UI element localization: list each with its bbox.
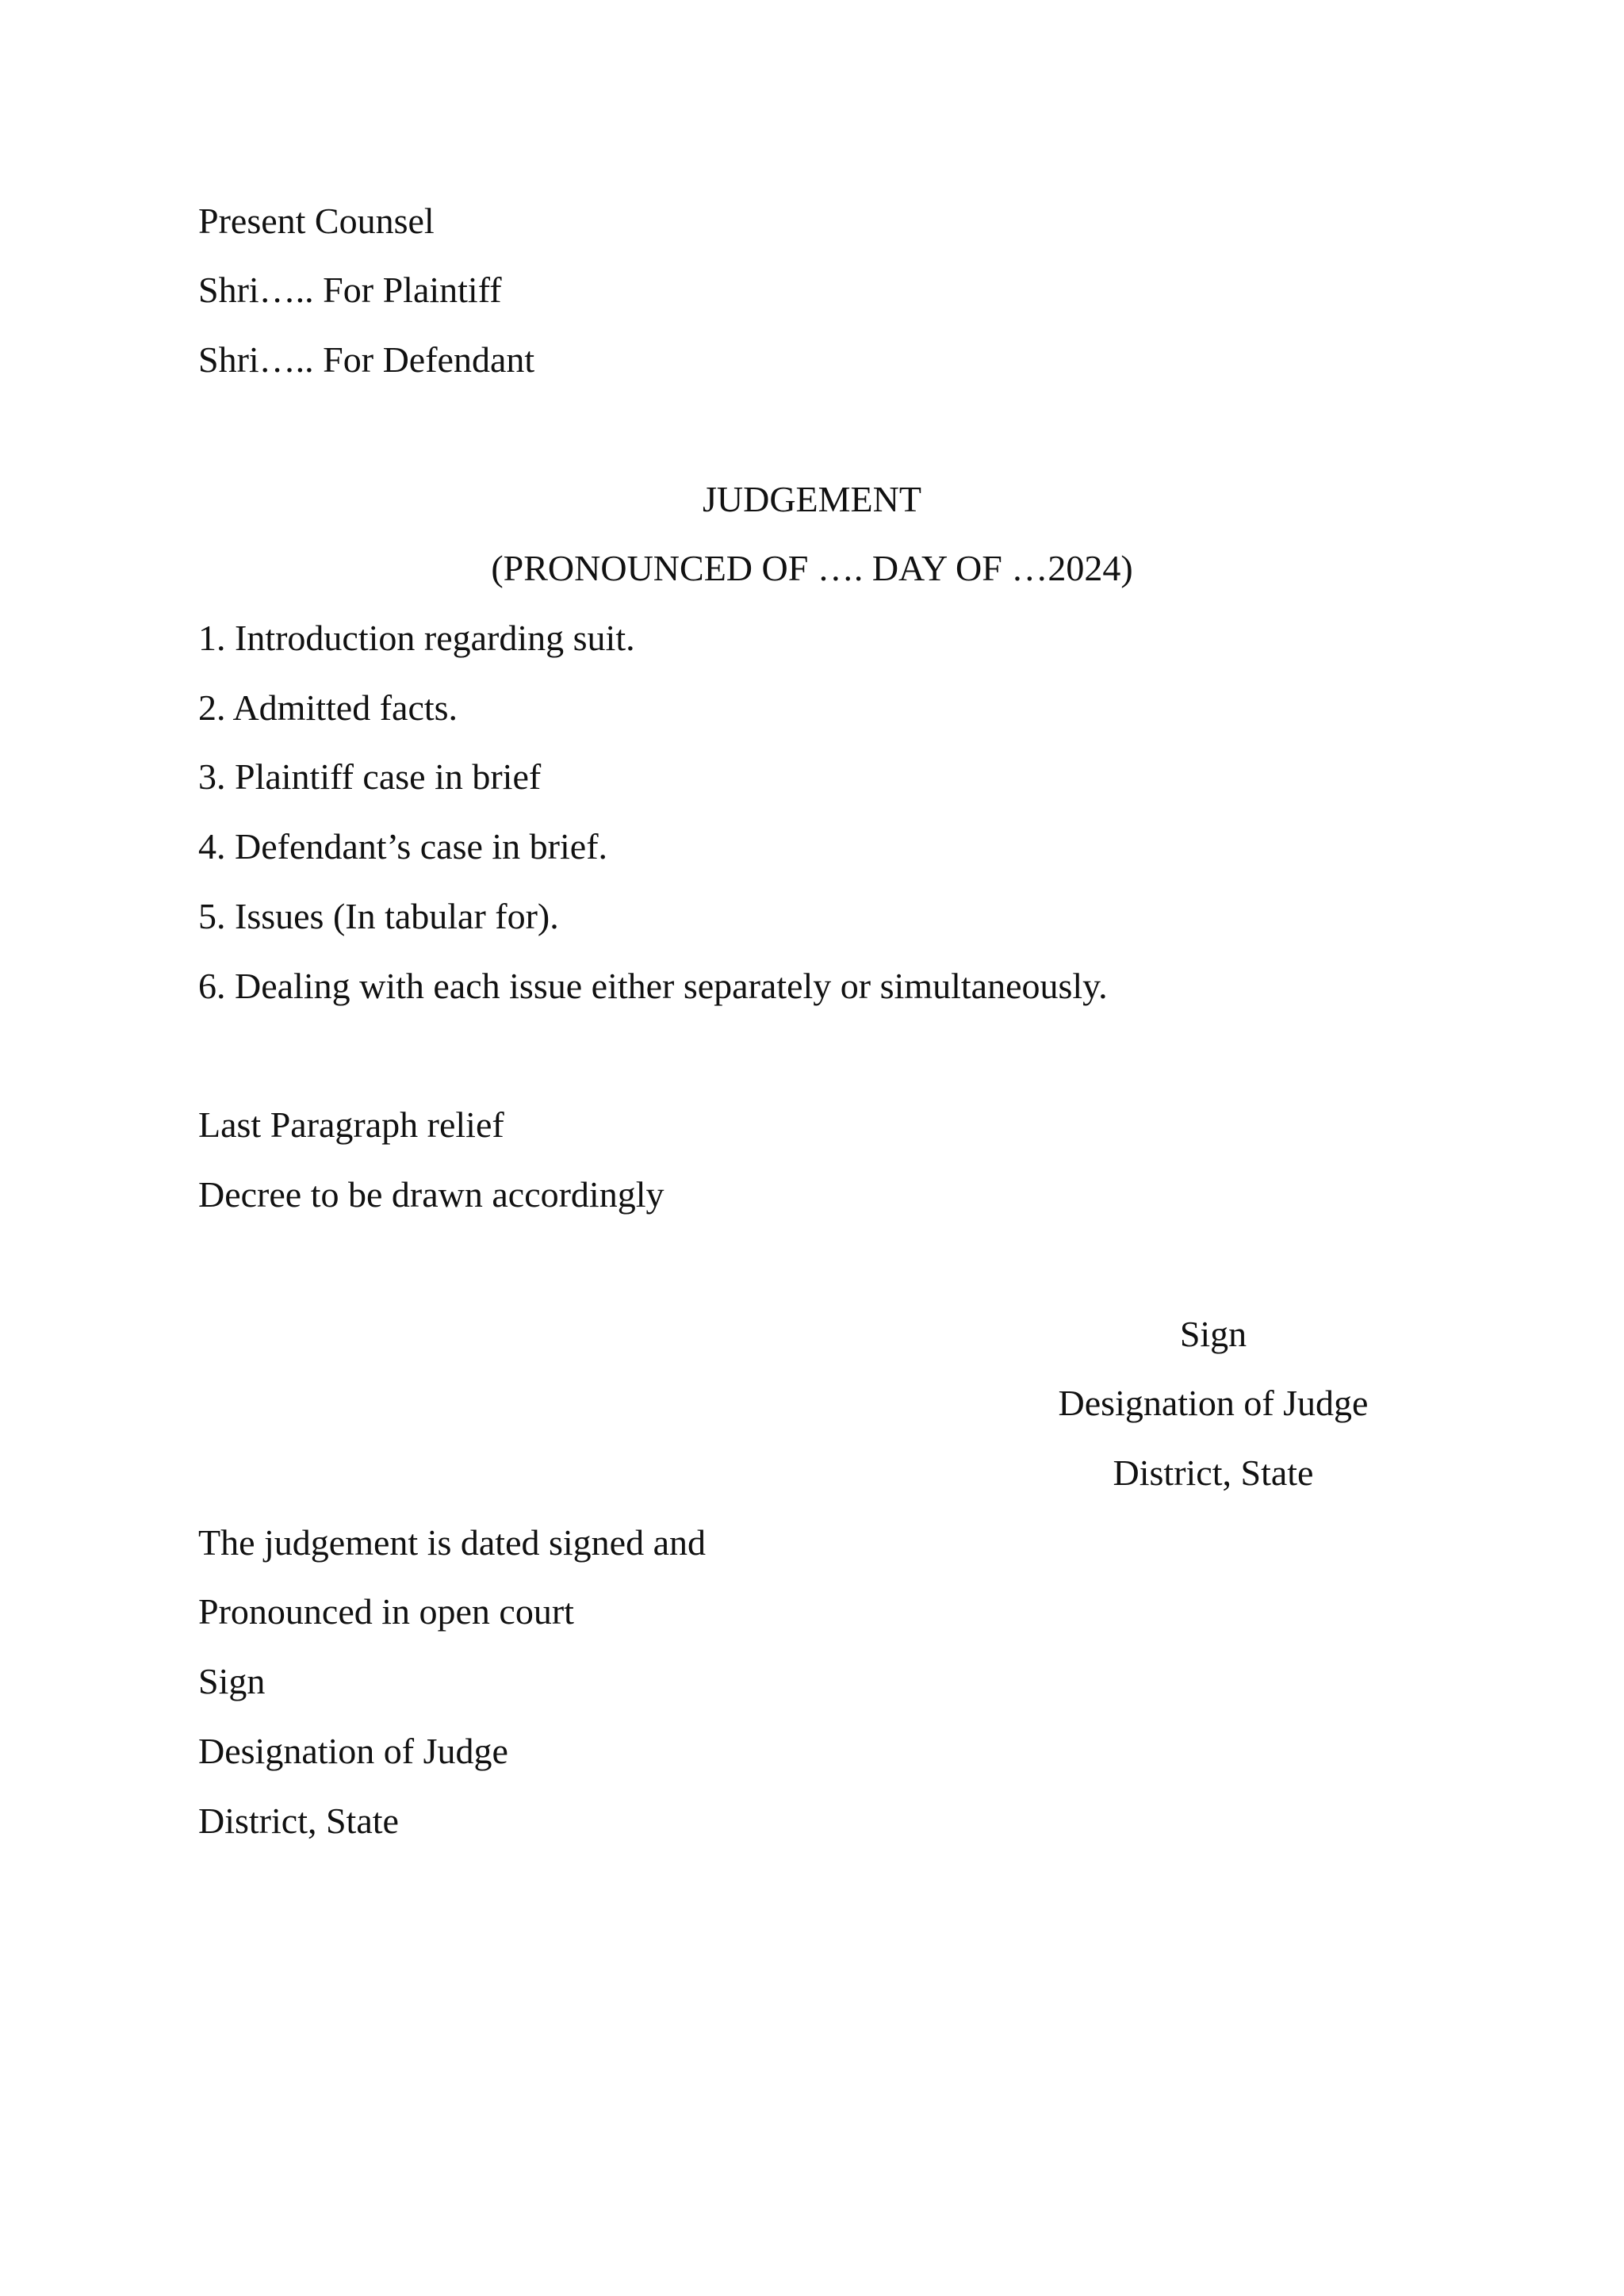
point-dealing-with-issues: 6. Dealing with each issue either separately or simultaneously. (198, 966, 1108, 1006)
pronouncement-line-1: The judgement is dated signed and (198, 1522, 707, 1563)
counsel-plaintiff: Shri….. For Plaintiff (198, 270, 502, 310)
signature-right-place: District, State (1113, 1452, 1314, 1493)
point-plaintiff-case: 3. Plaintiff case in brief (198, 756, 542, 797)
point-admitted-facts: 2. Admitted facts. (198, 687, 458, 728)
judgement-title: JUDGEMENT (703, 479, 921, 519)
signature-right-designation: Designation of Judge (1058, 1383, 1369, 1423)
point-introduction: 1. Introduction regarding suit. (198, 618, 635, 658)
counsel-heading: Present Counsel (198, 201, 435, 241)
relief-last-paragraph: Last Paragraph relief (198, 1104, 504, 1145)
relief-decree: Decree to be drawn accordingly (198, 1174, 665, 1215)
pronouncement-designation: Designation of Judge (198, 1731, 508, 1771)
point-defendant-case: 4. Defendant’s case in brief. (198, 826, 608, 867)
judgement-pronounced-line: (PRONOUNCED OF …. DAY OF …2024) (491, 548, 1133, 588)
pronouncement-place: District, State (198, 1800, 399, 1841)
signature-right-sign: Sign (1179, 1314, 1247, 1354)
pronouncement-sign: Sign (198, 1661, 266, 1701)
pronouncement-line-2: Pronounced in open court (198, 1591, 574, 1632)
counsel-defendant: Shri….. For Defendant (198, 339, 535, 380)
point-issues: 5. Issues (In tabular for). (198, 896, 559, 936)
